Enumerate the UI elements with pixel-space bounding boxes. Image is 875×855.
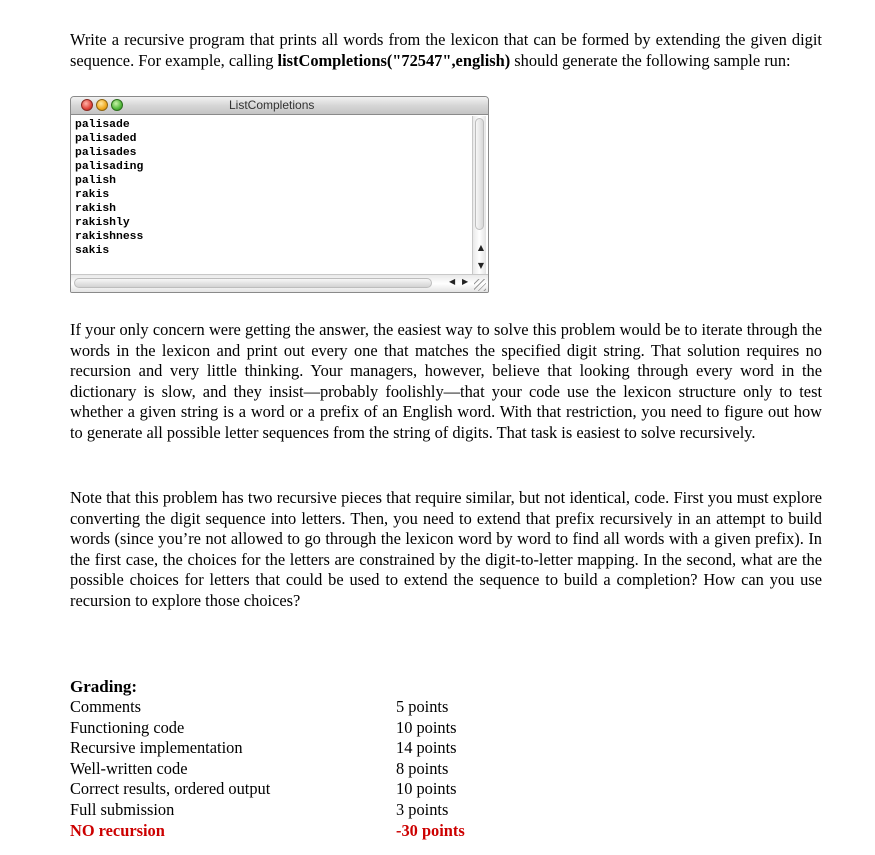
grading-criterion: Well-written code [70, 758, 188, 778]
grading-points: -30 points [396, 820, 465, 840]
console-line: rakishly [75, 217, 130, 229]
console-output [75, 118, 473, 268]
intro-text-start: Write a recursive program that prints all words from the lexicon that can be formed by extending the given digit sequence. For example, calling [70, 30, 822, 70]
minimize-light-icon[interactable] [96, 99, 108, 111]
grading-table [70, 697, 490, 841]
scroll-right-arrow-icon[interactable]: ▶ [462, 277, 469, 286]
grading-row [70, 718, 490, 739]
grading-points: 10 points [396, 779, 457, 799]
grading-row [70, 697, 490, 718]
grading-row [70, 779, 490, 800]
grading-row [70, 821, 490, 842]
grading-row [70, 759, 490, 780]
grading-criterion: Comments [70, 697, 142, 716]
grading-criterion: Recursive implementation [70, 738, 243, 758]
console-line: sakis [75, 245, 110, 257]
grading-points: 3 points [396, 799, 449, 819]
scroll-up-arrow-icon[interactable]: ▲ [477, 243, 484, 252]
zoom-light-icon[interactable] [111, 99, 123, 111]
intro-paragraph [70, 30, 822, 71]
grading-criterion: NO recursion [70, 820, 165, 840]
body-paragraph-1: If your only concern were getting the answer, the easiest way to solve this problem would be to iterate through the words in the lexicon and print out every one that matches the specified digit string. That solution requires no recursion and very little thinking. Your managers, however, believe that looking through every word in the dictionary is slow, and they insist—probably foolishly—that your code use the lexicon structure only to test whether a given string is a word or a prefix of an English word. With that restriction, you need to figure out how to generate all possible letter sequences from the string of digits. That task is easiest to solve recursively. [70, 320, 822, 442]
scroll-left-arrow-icon[interactable]: ◀ [449, 277, 456, 286]
console-line: rakish [75, 203, 117, 215]
grading-points: 14 points [396, 738, 457, 758]
horizontal-scroll-thumb[interactable] [74, 278, 432, 288]
vertical-scroll-thumb[interactable] [475, 118, 484, 230]
sample-run-window [70, 96, 489, 293]
grading-criterion: Full submission [70, 799, 175, 819]
console-line: palisade [75, 119, 130, 131]
grading-section [70, 676, 490, 841]
grading-points: 5 points [396, 697, 449, 716]
console-line: rakishness [75, 231, 144, 243]
console-line: palisaded [75, 133, 137, 145]
grading-row [70, 738, 490, 759]
console-line: rakis [75, 189, 110, 201]
console-line: palisades [75, 147, 137, 159]
grading-row [70, 800, 490, 821]
grading-criterion: Correct results, ordered output [70, 779, 271, 799]
intro-text-end: should generate the following sample run: [510, 50, 791, 70]
grading-points: 10 points [396, 717, 457, 737]
console-line: palish [75, 175, 117, 187]
window-title: ListCompletions [229, 98, 315, 112]
window-titlebar[interactable] [71, 97, 488, 115]
grading-heading: Grading: [70, 677, 138, 696]
resize-grip-icon[interactable] [474, 279, 486, 291]
function-call-example: listCompletions("72547",english) [277, 50, 511, 70]
console-line: palisading [75, 161, 144, 173]
scroll-down-arrow-icon[interactable]: ▼ [477, 261, 484, 270]
body-paragraph-2: Note that this problem has two recursive pieces that require similar, but not identical, code. First you must explore converting the digit sequence into letters. Then, you need to extend that prefix recursively in an attempt to build words (since you’re not allowed to go through the lexicon word by word to find all words with a given prefix). In the first case, the choices for the letters are constrained by the digit-to-letter mapping. In the second, what are the possible choices for letters that could be used to extend the sequence to build a completion? How can you use recursion to explore those choices? [70, 488, 822, 610]
grading-points: 8 points [396, 758, 449, 778]
horizontal-scrollbar[interactable] [71, 274, 488, 292]
grading-criterion: Functioning code [70, 717, 185, 737]
close-light-icon[interactable] [81, 99, 93, 111]
